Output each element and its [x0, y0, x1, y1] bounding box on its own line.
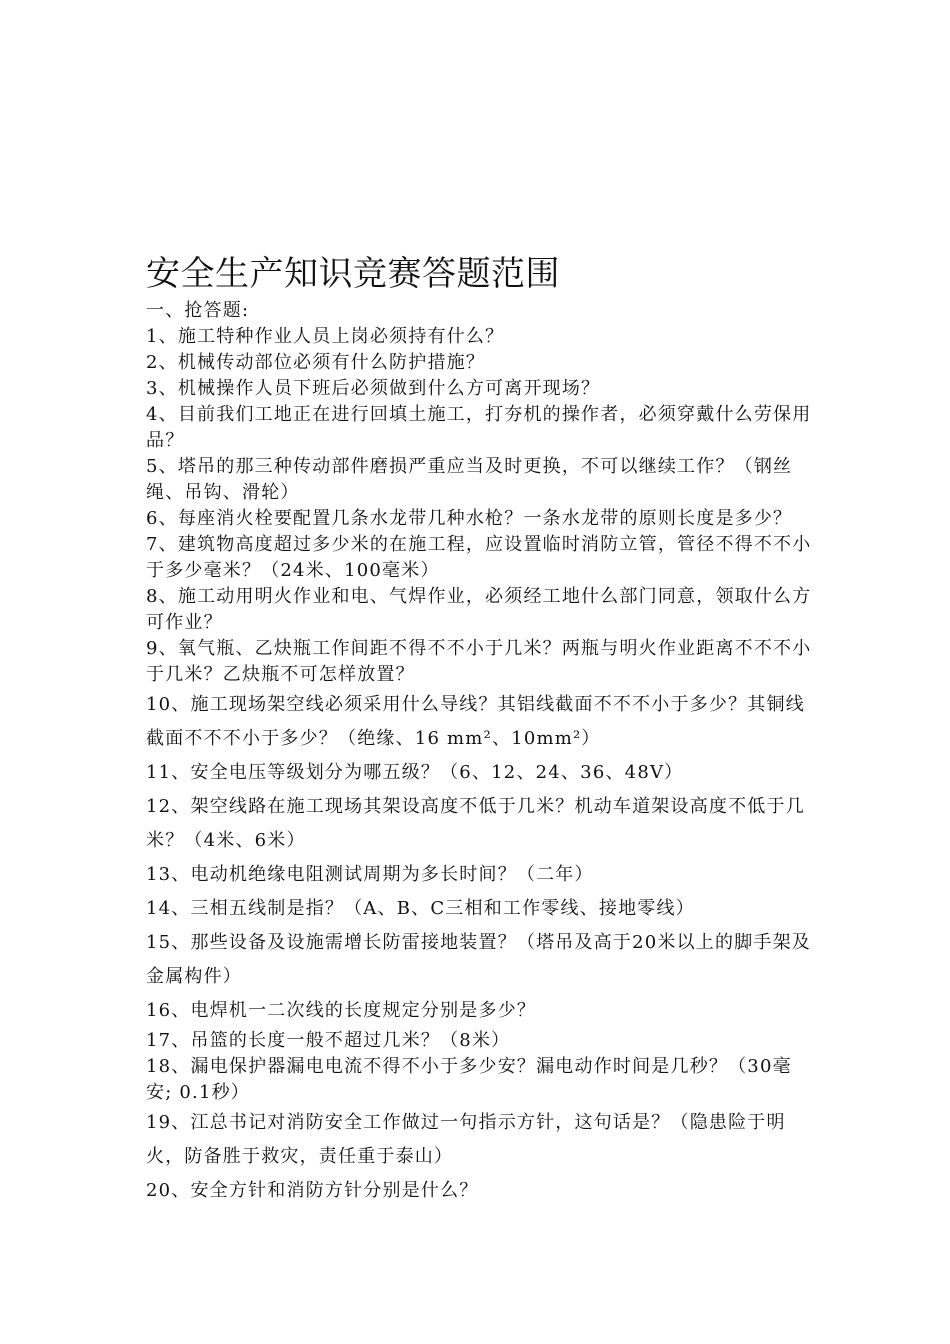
question-16: 16、电焊机一二次线的长度规定分别是多少？: [146, 1000, 537, 1021]
question-10: 10、施工现场架空线必须采用什么导线？其铝线截面不不不小于多少？其铜线截面不不不小于多少？（绝缘、16 mm²、10mm²）: [146, 694, 805, 749]
document-page: [146, 252, 818, 1208]
question-15: 15、那些设备及设施需增长防雷接地装置？（塔吊及高于20米以上的脚手架及金属构件）: [146, 932, 812, 987]
question-6: 6、每座消火栓要配置几条水龙带几种水枪？一条水龙带的原则长度是多少？: [146, 508, 793, 529]
question-20: 20、安全方针和消防方针分别是什么？: [146, 1180, 479, 1201]
question-18: 18、漏电保护器漏电电流不得不小于多少安？漏电动作时间是几秒？（30毫安; 0.1秒）: [146, 1056, 792, 1103]
question-4: 4、目前我们工地正在进行回填土施工，打夯机的操作者，必须穿戴什么劳保用品？: [146, 404, 812, 451]
question-11: 11、安全电压等级划分为哪五级？（6、12、24、36、48V）: [146, 762, 684, 783]
question-3: 3、机械操作人员下班后必须做到什么方可离开现场？: [146, 378, 601, 399]
question-12: 12、架空线路在施工现场其架设高度不低于几米？机动车道架设高度不低于几米？（4米、6米）: [146, 796, 805, 851]
section-heading: 一、抢答题:: [146, 300, 250, 321]
question-9: 9、氧气瓶、乙炔瓶工作间距不得不不小于几米？两瓶与明火作业距离不不不小于几米？乙炔瓶不可怎样放置？: [146, 638, 812, 685]
question-14: 14、三相五线制是指？（A、B、C三相和工作零线、接地零线）: [146, 898, 695, 919]
question-2: 2、机械传动部位必须有什么防护措施？: [146, 352, 486, 373]
question-19: 19、江总书记对消防安全工作做过一句指示方针，这句话是？（隐患险于明火，防备胜于救灾，责任重于泰山）: [146, 1112, 786, 1167]
question-13: 13、电动机绝缘电阻测试周期为多长时间？（二年）: [146, 864, 594, 885]
question-17: 17、吊篮的长度一般不超过几米？（8米）: [146, 1030, 511, 1051]
question-7: 7、建筑物高度超过多少米的在施工程，应设置临时消防立管，管径不得不不小于多少毫米？（24米、100毫米）: [146, 534, 812, 581]
question-1: 1、施工特种作业人员上岗必须持有什么？: [146, 326, 505, 347]
question-8: 8、施工动用明火作业和电、气焊作业，必须经工地什么部门同意，领取什么方可作业？: [146, 586, 812, 633]
question-5: 5、塔吊的那三种传动部件磨损严重应当及时更换，不可以继续工作？（钢丝绳、吊钩、滑轮）: [146, 456, 793, 503]
document-title: 安全生产知识竞赛答题范围: [146, 254, 560, 294]
